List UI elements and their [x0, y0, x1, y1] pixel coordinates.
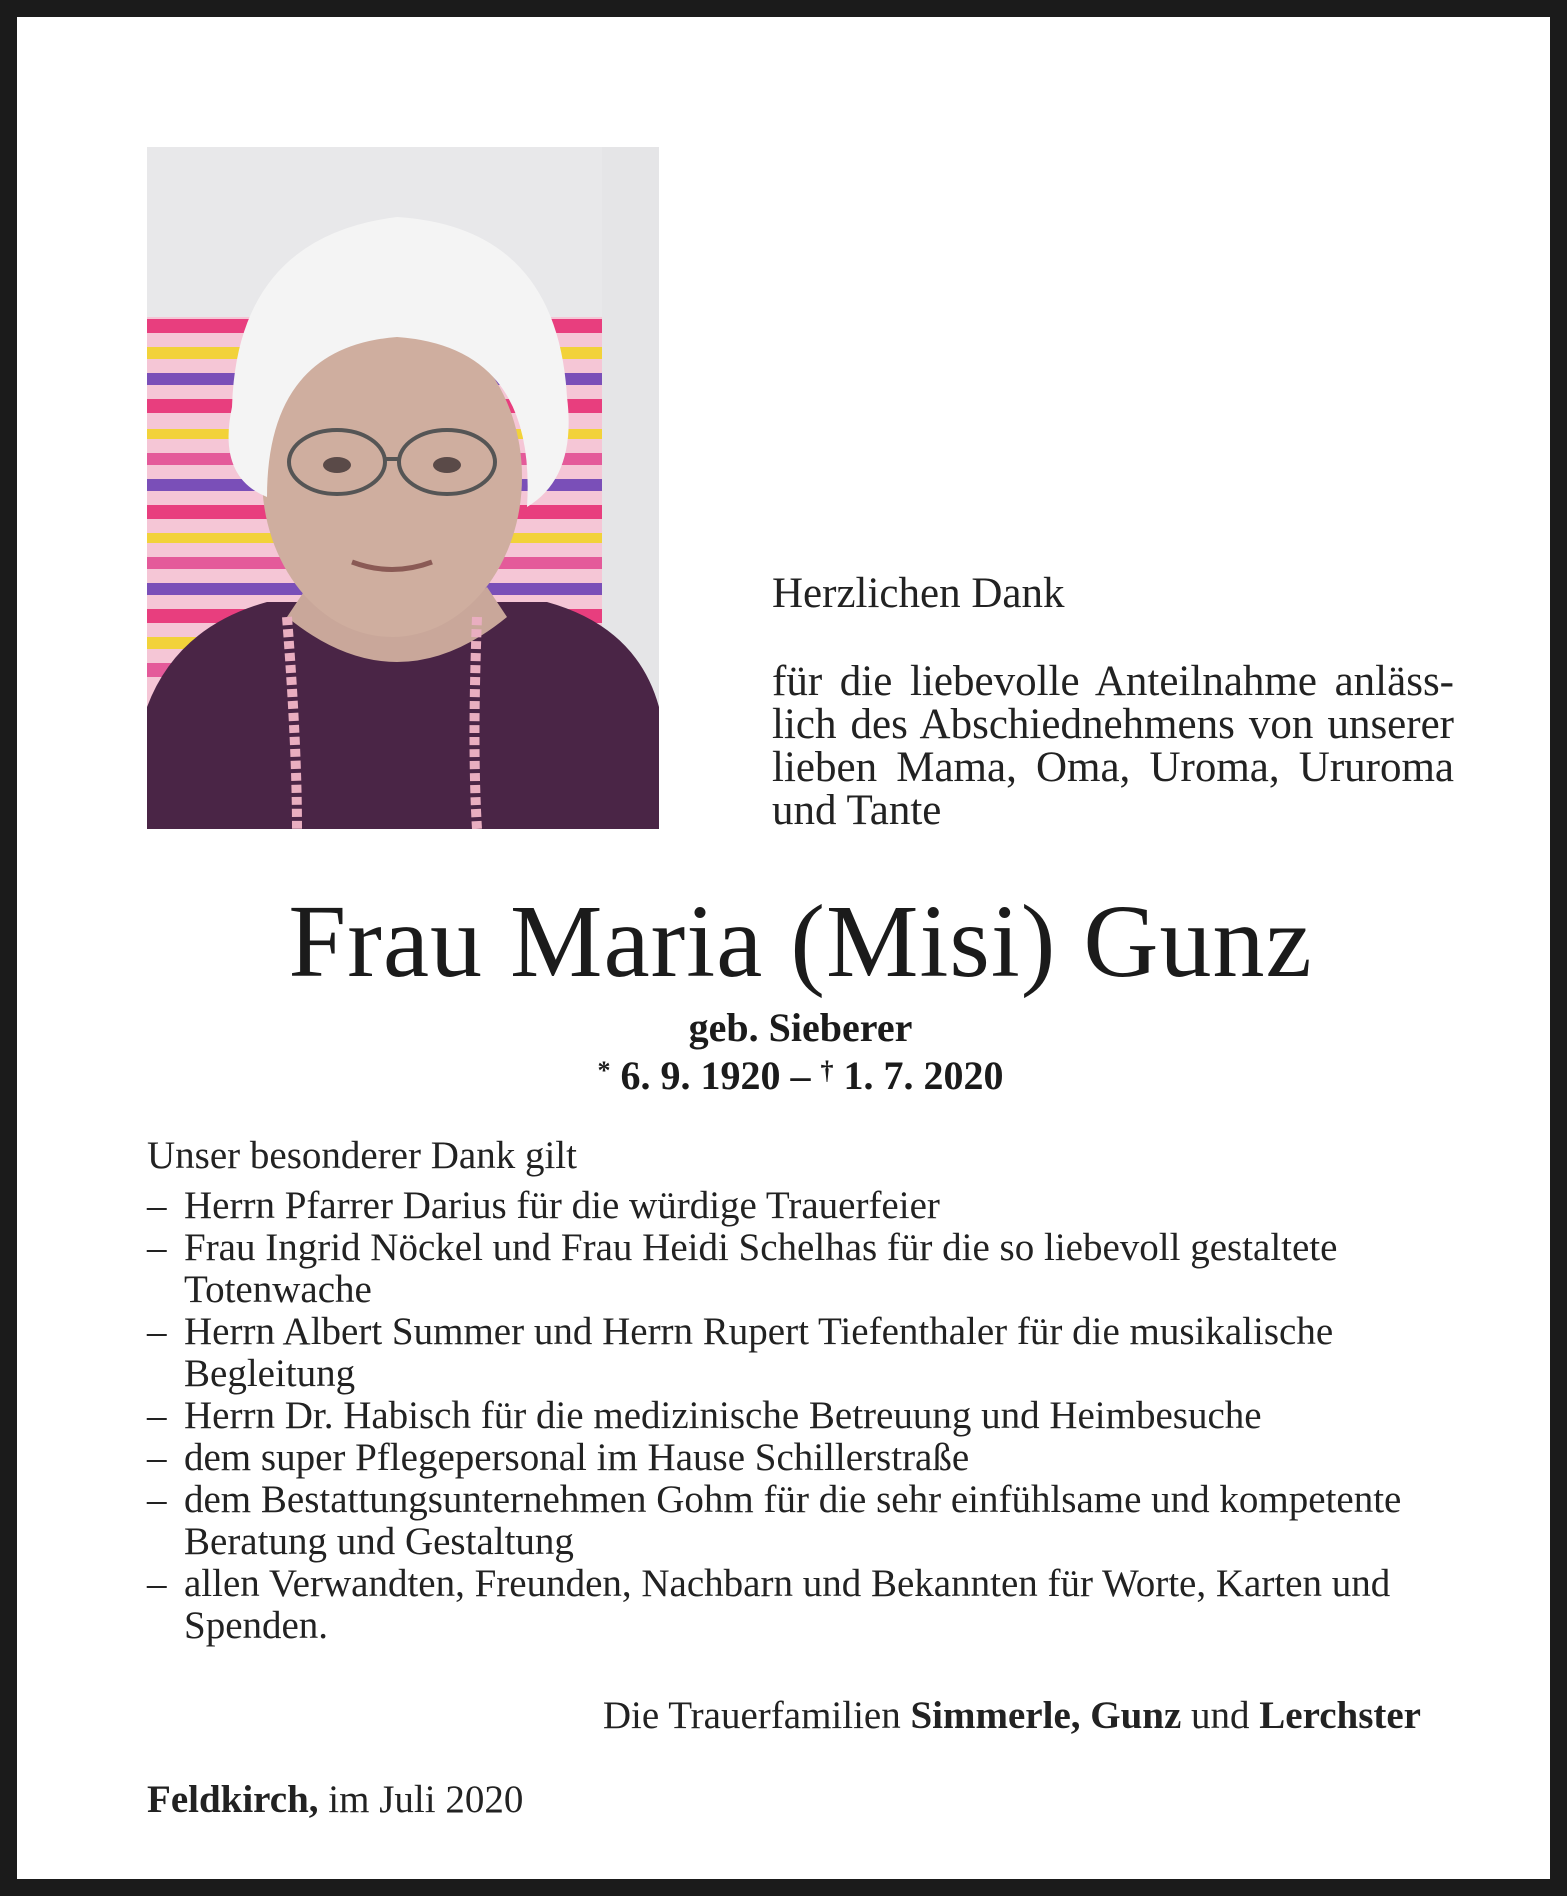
birth-star-icon: *	[597, 1056, 611, 1085]
list-item: – Herrn Pfarrer Darius für die würdige Trauerfeier	[147, 1185, 1455, 1227]
thanks-text	[772, 660, 1454, 832]
date-separator: –	[790, 1053, 811, 1098]
list-item: – Herrn Dr. Habisch für die medizinische Betreuung und Heimbesuche	[147, 1395, 1455, 1437]
thanks-block	[772, 572, 1454, 832]
portrait-image	[147, 147, 659, 829]
signature-prefix: Die Trauerfamilien	[602, 1694, 901, 1737]
thanks-line: für die liebevolle Anteilnahme anläss-	[772, 658, 1454, 705]
thanks-line: lich des Abschiednehmens von unserer	[772, 701, 1454, 748]
list-item: – Herrn Albert Summer und Herrn Rupert Tiefenthaler für die musikalische Begleitung	[147, 1311, 1455, 1395]
family-names-2: Lerchster	[1259, 1694, 1421, 1737]
thanks-line: und Tante	[772, 787, 942, 834]
list-item: – Frau Ingrid Nöckel und Frau Heidi Schelhas für die so liebevoll gestaltete Totenwache	[147, 1227, 1455, 1311]
gratitude-intro: Unser besonderer Dank gilt	[147, 1134, 577, 1177]
death-date: 1. 7. 2020	[843, 1053, 1004, 1098]
place-city: Feldkirch,	[147, 1778, 319, 1821]
list-item: – dem Bestattungsunternehmen Gohm für die sehr einfühlsame und kompetente Beratung und Gestaltung	[147, 1479, 1455, 1563]
life-dates	[17, 1050, 1567, 1097]
maiden-name: geb. Sieberer	[688, 1005, 913, 1050]
thanks-title: Herzlichen Dank	[772, 570, 1065, 617]
list-item: – allen Verwandten, Freunden, Nachbarn und Bekannten für Worte, Karten und Spenden.	[147, 1563, 1455, 1647]
deceased-name: Frau Maria (Misi) Gunz	[288, 884, 1313, 999]
place-month: im Juli 2020	[328, 1778, 524, 1821]
gratitude-list	[147, 1185, 1455, 1647]
thanks-line: lieben Mama, Oma, Uroma, Ururoma	[772, 744, 1454, 791]
list-item: – dem super Pflegepersonal im Hause Schillerstraße	[147, 1437, 1455, 1479]
birth-date: 6. 9. 1920	[620, 1053, 781, 1098]
gratitude-section	[147, 1135, 1455, 1647]
death-cross-icon: †	[820, 1056, 834, 1085]
portrait-photo	[147, 147, 659, 829]
family-names-1: Simmerle, Gunz	[910, 1694, 1182, 1737]
place-date	[147, 1779, 523, 1821]
signature-joiner: und	[1191, 1694, 1250, 1737]
signature	[603, 1695, 1421, 1737]
